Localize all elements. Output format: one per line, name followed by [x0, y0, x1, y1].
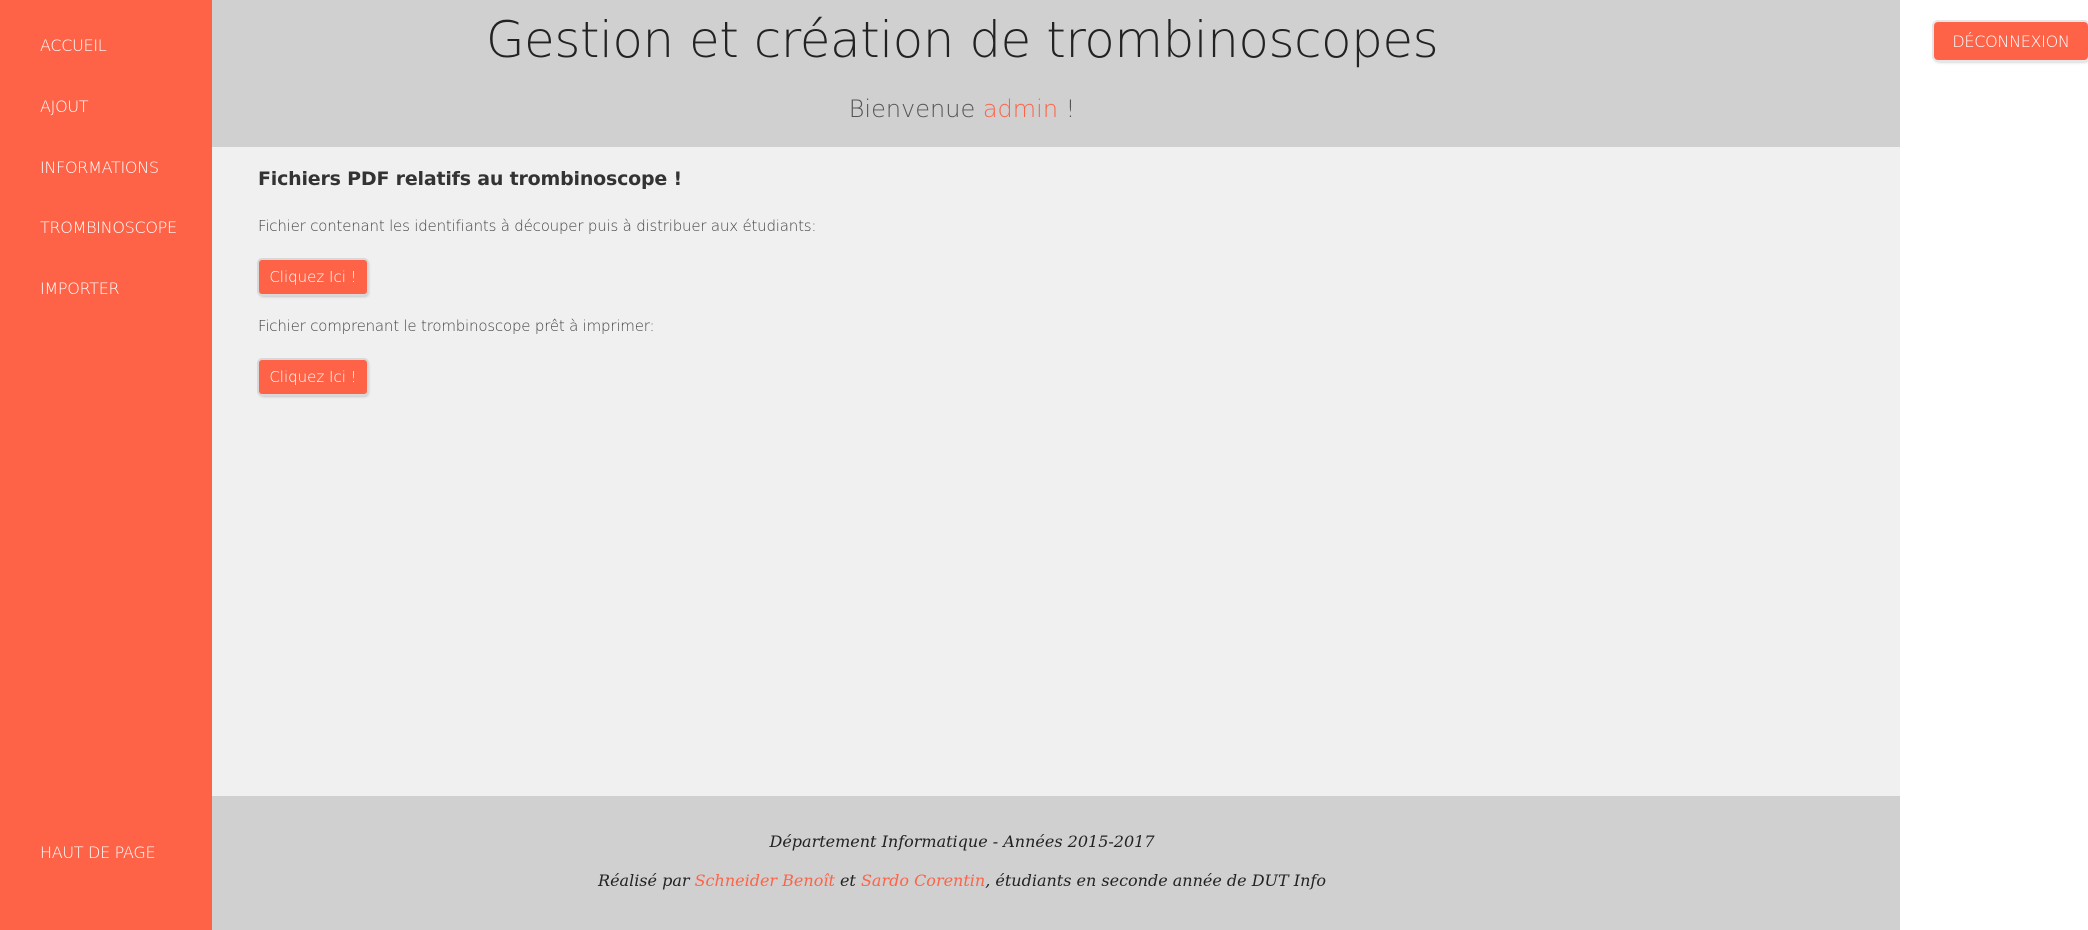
file-description-trombinoscope: Fichier comprenant le trombinoscope prêt à imprimer:	[258, 317, 655, 335]
page-header	[212, 0, 2070, 147]
credits-suffix: , étudiants en seconde année de DUT Info	[985, 871, 1326, 890]
username: admin	[982, 95, 1059, 123]
section-heading: Fichiers PDF relatifs au trombinoscope !	[258, 168, 682, 190]
back-to-top-link[interactable]: HAUT DE PAGE	[40, 843, 156, 862]
welcome-suffix: !	[1058, 95, 1076, 123]
welcome-prefix: Bienvenue	[848, 95, 983, 123]
author-link-sardo[interactable]: Sardo Corentin	[860, 871, 986, 890]
sidebar-item-accueil[interactable]: ACCUEIL	[40, 36, 107, 55]
credits-and: et	[834, 871, 861, 890]
sidebar-item-informations[interactable]: INFORMATIONS	[40, 158, 159, 177]
page-title: Gestion et création de trombinoscopes	[485, 11, 1439, 69]
welcome-message	[212, 95, 1712, 123]
footer-department: Département Informatique - Années 2015-2017	[769, 832, 1155, 851]
footer-credits	[212, 871, 1712, 890]
sidebar-item-ajout[interactable]: AJOUT	[40, 97, 89, 116]
file-description-identifiers: Fichier contenant les identifiants à découper puis à distribuer aux étudiants:	[258, 217, 817, 235]
main-content	[212, 147, 1900, 796]
credits-prefix: Réalisé par	[598, 871, 695, 890]
page-footer	[212, 796, 1900, 930]
sidebar-item-trombinoscope[interactable]: TROMBINOSCOPE	[40, 218, 177, 237]
download-trombinoscope-button[interactable]: Cliquez Ici !	[259, 360, 367, 394]
logout-button[interactable]: DÉCONNEXION	[1934, 22, 2088, 60]
download-identifiers-button[interactable]: Cliquez Ici !	[259, 260, 367, 294]
sidebar-item-importer[interactable]: IMPORTER	[40, 279, 120, 298]
sidebar	[0, 0, 212, 930]
author-link-schneider[interactable]: Schneider Benoît	[694, 871, 835, 890]
